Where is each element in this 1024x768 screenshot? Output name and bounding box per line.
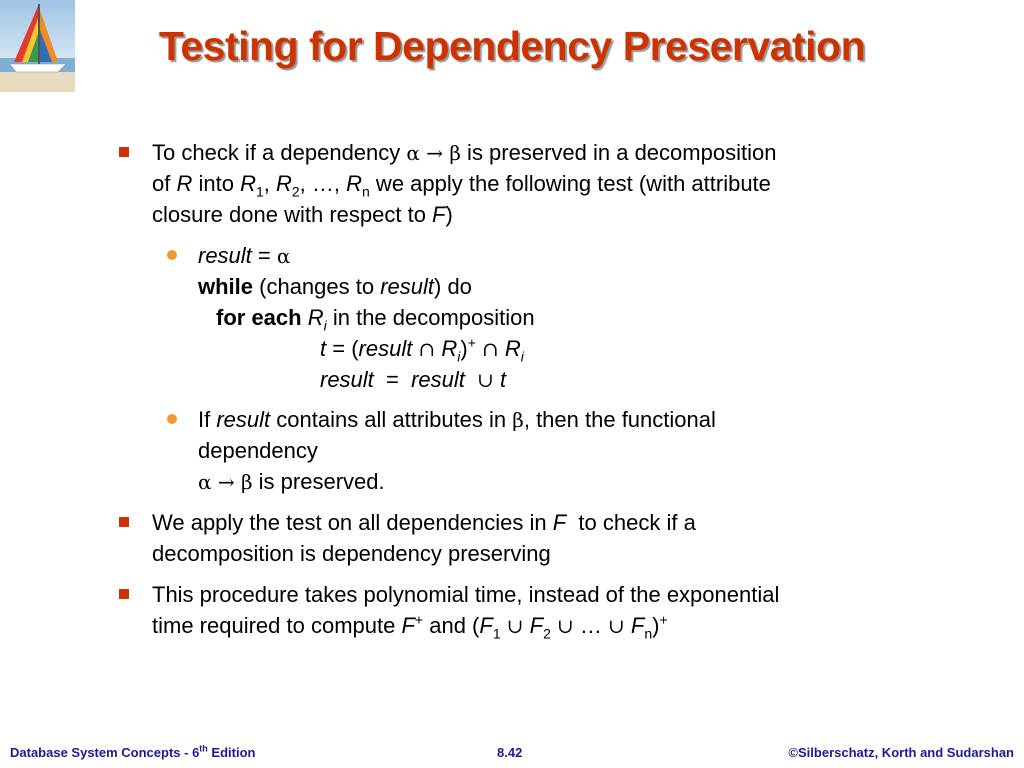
sub-bullet-2-line-1: If result contains all attributes in β, then the functional — [198, 407, 716, 432]
bullet-3-line-2: time required to compute F+ and ($F_1$ ∪ $F_2$ ∪ … ∪ $F_n)^+$ — [152, 611, 668, 642]
algo-line-3: for each $R_i$ in the decomposition — [216, 305, 535, 334]
round-bullet-icon — [167, 414, 177, 424]
bullet-3-line-1: This procedure takes polynomial time, instead of the exponential — [152, 582, 780, 607]
sub-bullet-2-line-2: dependency — [198, 438, 318, 463]
square-bullet-icon — [119, 517, 129, 527]
algo-line-4: t = (result ∩ $R_i)^+$ ∩ $R_i$ — [320, 334, 524, 365]
algo-line-5: result = result ∪ t — [320, 367, 507, 392]
sub-bullet-2-line-3: α → β is preserved. — [198, 469, 385, 494]
bullet-1-line-3: closure done with respect to F) — [152, 202, 453, 227]
bullet-2-line-2: decomposition is dependency preserving — [152, 541, 551, 566]
round-bullet-icon — [167, 250, 177, 260]
square-bullet-icon — [119, 589, 129, 599]
square-bullet-icon — [119, 147, 129, 157]
footer-slide-number: 8.42 — [497, 745, 523, 760]
slide-title: Testing for Dependency Preservation — [158, 23, 866, 69]
footer-course: Database System Concepts - 6th Edition — [10, 743, 256, 760]
bullet-1-line-1: To check if a dependency α → β is preserved in a decomposition — [152, 140, 777, 165]
algo-line-2: while (changes to result) do — [198, 274, 472, 299]
bullet-2-line-1: We apply the test on all dependencies in F to check if a — [152, 510, 696, 535]
footer-copyright: ©Silberschatz, Korth and Sudarshan — [788, 745, 1014, 760]
algo-line-1: result = α — [198, 243, 291, 268]
bullet-1-line-2: of R into $R_1$, $R_2$, …, $R_n$ we apply the following test (with attribute — [152, 171, 771, 200]
